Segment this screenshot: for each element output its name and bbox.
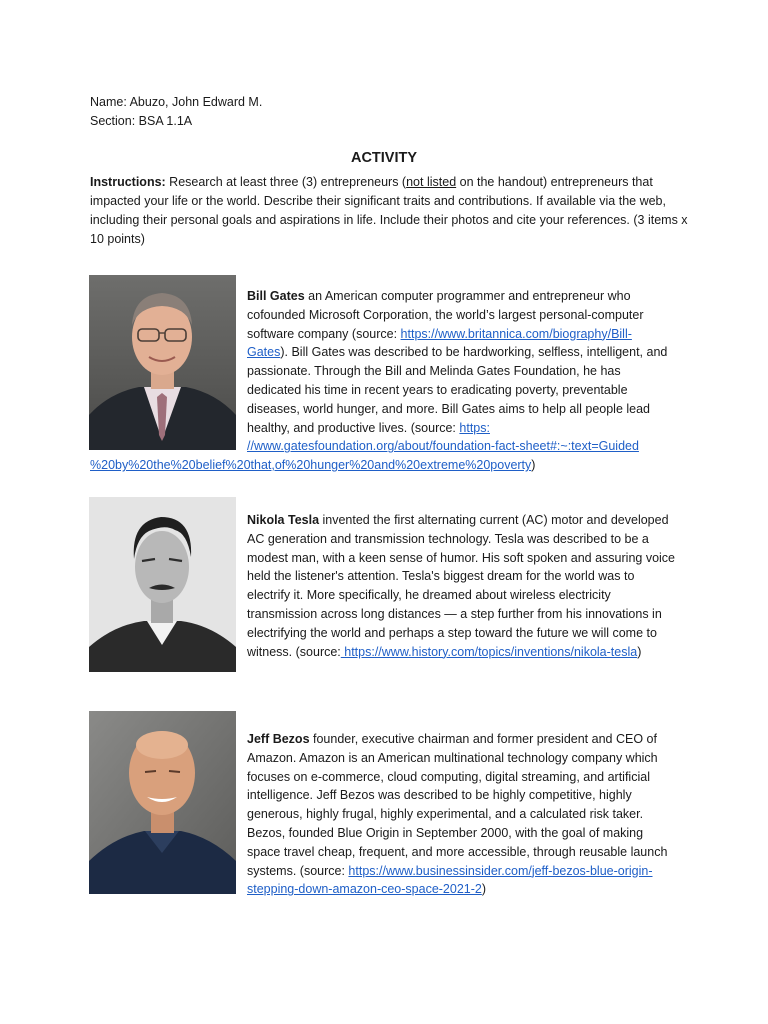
bill-gates-line: software company (source: bbox=[247, 326, 401, 341]
bill-gates-photo bbox=[89, 275, 236, 450]
bezos-line: founder, executive chairman and former president and CEO of bbox=[309, 732, 657, 746]
bezos-line: generous, highly frugal, highly experimental, and a calculated risk taker. bbox=[247, 807, 644, 822]
tesla-line: electrifying the world and perhaps a step toward the future we will come to bbox=[247, 625, 657, 640]
bill-gates-name: Bill Gates bbox=[247, 289, 305, 303]
jeff-bezos-photo bbox=[89, 711, 236, 894]
nikola-tesla-paragraph bbox=[247, 511, 675, 661]
bill-gates-line: dedicated his time in recent years to eradicating poverty, preventable bbox=[247, 382, 628, 397]
paren-close: ) bbox=[531, 458, 536, 472]
jeff-bezos-name: Jeff Bezos bbox=[247, 732, 310, 746]
instructions-underlined: not listed bbox=[406, 175, 457, 189]
bill-gates-line: an American computer programmer and entrepreneur who bbox=[304, 289, 631, 303]
bill-gates-line: ). Bill Gates was described to be hardworking, selfless, intelligent, and bbox=[280, 345, 668, 360]
bill-gates-paragraph bbox=[247, 287, 667, 456]
tesla-line: held the listener's attention. Tesla's biggest dream for the world was to bbox=[247, 569, 635, 584]
tesla-line: invented the first alternating current (AC) motor and developed bbox=[319, 513, 669, 527]
student-name: Name: Abuzo, John Edward M. bbox=[90, 95, 263, 109]
bezos-line: space travel cheap, frequent, and more accessible, through reusable launch bbox=[247, 844, 668, 859]
jeff-bezos-paragraph bbox=[247, 730, 667, 899]
bezos-line: focuses on e-commerce, cloud computing, digital streaming, and artificial bbox=[247, 769, 650, 784]
gatesfoundation-link-end[interactable]: %20by%20the%20belief%20that,of%20hunger%20and%20extreme%20poverty bbox=[90, 458, 532, 472]
tesla-line: modest man, with a keen sense of humor. His soft spoken and assuring voice bbox=[247, 550, 676, 565]
tesla-line: witness. (source: bbox=[247, 644, 341, 659]
tesla-line: electrify it. More specifically, he dreamed about wireless electricity bbox=[247, 588, 611, 603]
bill-gates-line: cofounded Microsoft Corporation, the world’s largest personal-computer bbox=[247, 307, 644, 322]
gatesfoundation-link-cont[interactable]: //www.gatesfoundation.org/about/foundation-fact-sheet#:~:text=Guided bbox=[247, 439, 639, 454]
instructions-text-1: Research at least three (3) entrepreneurs ( bbox=[165, 175, 407, 189]
paren-close: ) bbox=[481, 882, 487, 897]
britannica-link-cont[interactable]: Gates bbox=[247, 345, 281, 360]
bill-gates-line: healthy, and productive lives. (source: bbox=[247, 420, 460, 435]
bill-gates-paragraph-tail bbox=[90, 456, 535, 475]
bezos-line: Amazon. Amazon is an American multinational technology company which bbox=[247, 750, 658, 765]
bezos-line: systems. (source: bbox=[247, 863, 349, 878]
bill-gates-line: passionate. Through the Bill and Melinda Gates Foundation, he has bbox=[247, 364, 621, 379]
businessinsider-link[interactable]: https://www.businessinsider.com/jeff-bezos-blue-origin- bbox=[348, 863, 653, 878]
history-link[interactable]: https://www.history.com/topics/inventions/nikola-tesla bbox=[340, 644, 638, 659]
bezos-line: Bezos, founded Blue Origin in September 2000, with the goal of making bbox=[247, 825, 644, 840]
tesla-line: AC generation and transmission technology. Tesla was described to be a bbox=[247, 531, 649, 546]
gatesfoundation-link[interactable]: https: bbox=[459, 420, 490, 435]
businessinsider-link-cont[interactable]: stepping-down-amazon-ceo-space-2021-2 bbox=[247, 882, 482, 897]
instructions bbox=[90, 173, 690, 249]
britannica-link[interactable]: https://www.britannica.com/biography/Bill- bbox=[400, 326, 632, 341]
student-section: Section: BSA 1.1A bbox=[90, 114, 193, 128]
instructions-label: Instructions: bbox=[90, 175, 166, 189]
bill-gates-line: diseases, world hunger, and more. Bill Gates aims to help all people lead bbox=[247, 401, 651, 416]
tesla-line: transmission across long distances — a step further from his innovations in bbox=[247, 606, 662, 621]
paren-close: ) bbox=[637, 644, 642, 659]
nikola-tesla-name: Nikola Tesla bbox=[247, 513, 320, 527]
page-title: ACTIVITY bbox=[350, 150, 418, 166]
instructions-text-2: on the handout) entrepreneurs that impacted your life or the world. Describe their significant traits and contributions. If available via the web, including their personal goals and aspirations in life. Include their photos and cite your references. (3 items x 10 points) bbox=[90, 175, 688, 246]
bezos-line: intelligence. Jeff Bezos was described to be highly competitive, highly bbox=[247, 788, 632, 803]
nikola-tesla-photo bbox=[89, 497, 236, 672]
